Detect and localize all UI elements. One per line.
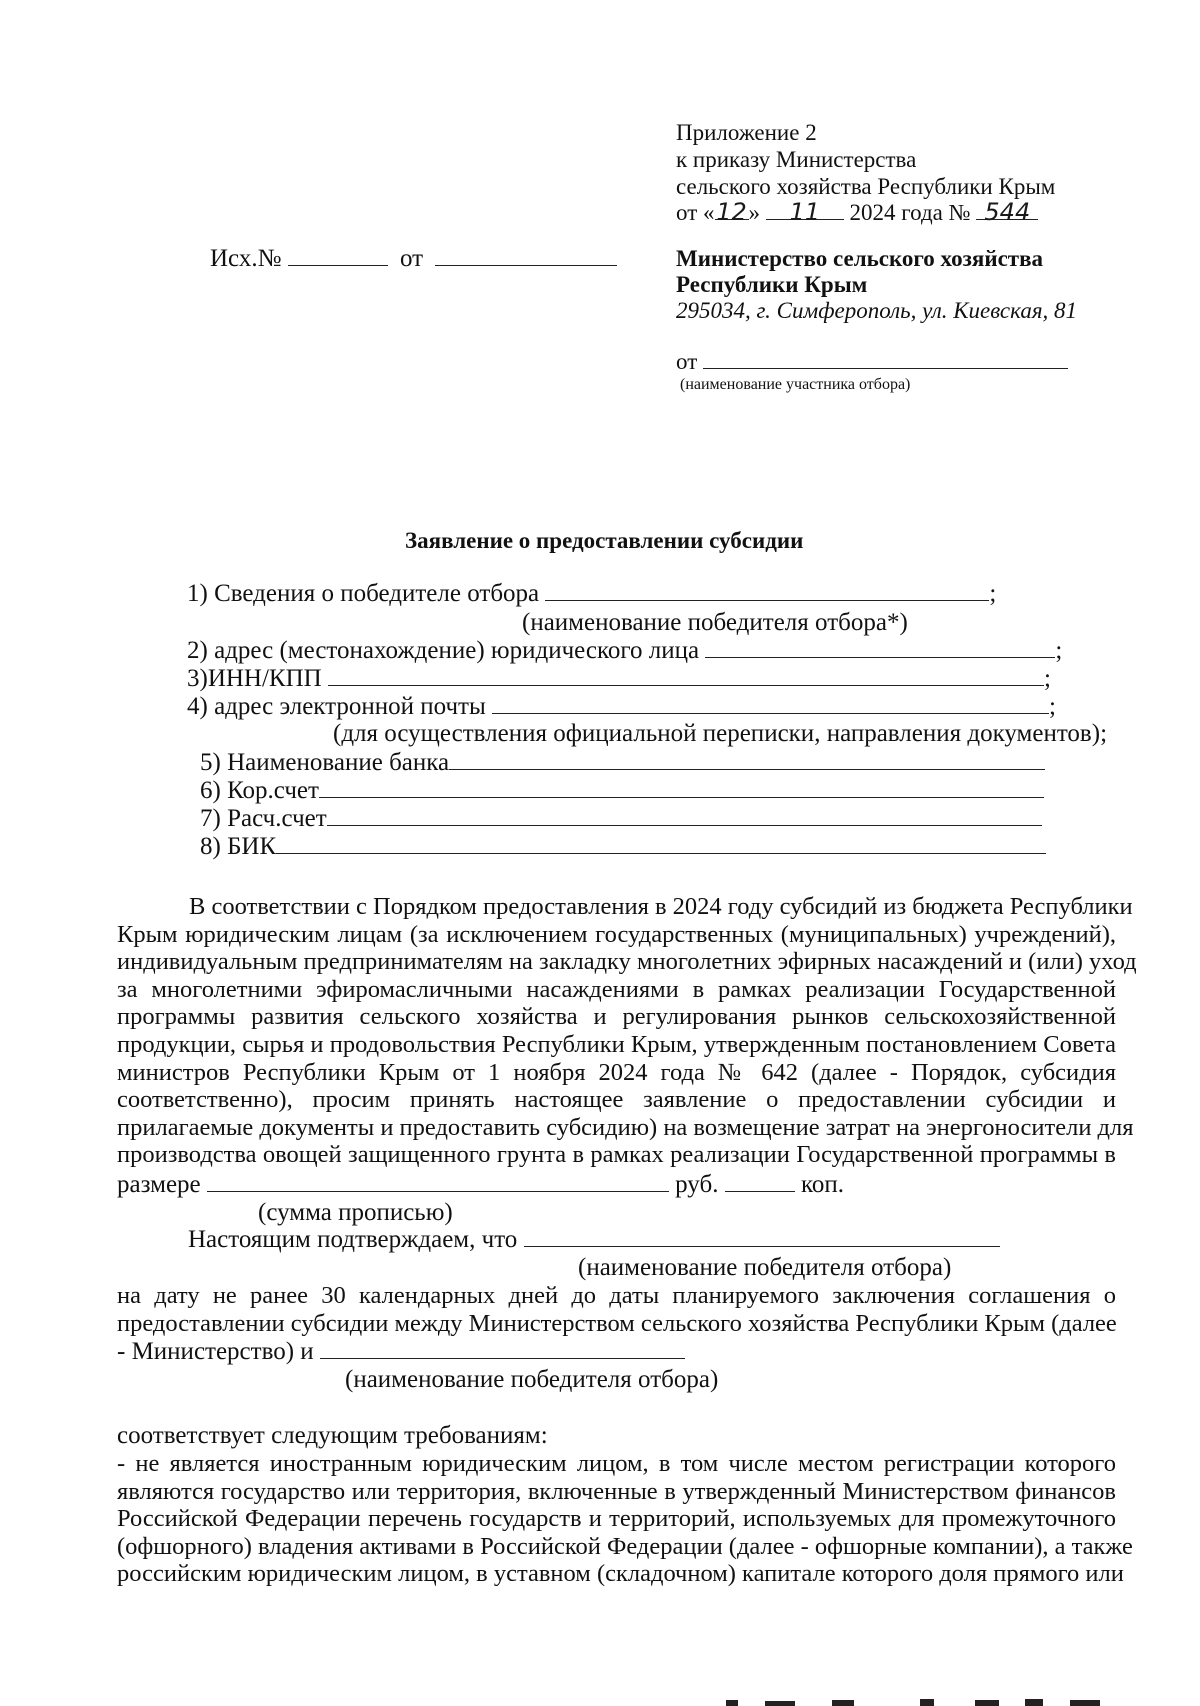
field-email-hint: (для осуществления официальной переписки, направления документов); — [333, 720, 1108, 747]
amount-hint: (сумма прописью) — [258, 1199, 453, 1226]
p3-line: Российской Федерации перечень государств и территорий, используемых для промежуточного — [117, 1505, 1116, 1533]
date-month-field — [766, 198, 844, 226]
scan-artifact — [765, 1701, 795, 1706]
appendix-line-3: сельского хозяйства Республики Крым — [676, 174, 1056, 199]
confirm-hint: (наименование победителя отбора) — [578, 1254, 952, 1281]
p1-line: продукции, сырья и продовольствия Республики Крым, утвержденным постановлением Совета — [117, 1030, 1116, 1058]
field-settlement-account-label: 7) Расч.счет — [200, 805, 327, 832]
field-bik — [200, 833, 1046, 861]
applicant-from-label: от — [676, 349, 698, 374]
field-address-line — [705, 637, 1055, 658]
field-winner-line — [545, 580, 989, 601]
applicant-name-field — [703, 348, 1068, 369]
outgoing-date-field — [435, 245, 617, 266]
requirements-intro: соответствует следующим требованиям: — [117, 1422, 548, 1449]
scan-artifact — [832, 1700, 854, 1706]
scan-artifact — [1025, 1699, 1043, 1706]
outgoing-number — [210, 245, 617, 273]
addressee-address: 295034, г. Симферополь, ул. Киевская, 81 — [676, 298, 1078, 323]
field-settlement-account — [200, 805, 1042, 833]
confirm-line — [188, 1226, 1000, 1254]
field-bik-label: 8) БИК — [200, 833, 277, 860]
field-email-label: 4) адрес электронной почты — [187, 693, 486, 720]
field-inn-line — [328, 665, 1044, 686]
scan-artifact — [726, 1700, 738, 1706]
date-prefix: от « — [676, 200, 715, 225]
field-winner-label: 1) Сведения о победителе отбора — [187, 580, 540, 607]
applicant-name-hint: (наименование участника отбора) — [680, 376, 911, 393]
p2-line: на дату не ранее 30 календарных дней до даты планируемого заключения соглашения о — [117, 1282, 1116, 1309]
paragraph-2 — [117, 1282, 1116, 1337]
appendix-line-1: Приложение 2 — [676, 120, 817, 145]
outgoing-label: Исх.№ — [210, 245, 282, 272]
field-address — [187, 637, 1062, 665]
field-winner — [187, 580, 996, 608]
appendix-line-2: к приказу Министерства — [676, 147, 917, 172]
p3-line: - не является иностранным юридическим лицом, в том числе местом регистрации которого — [117, 1450, 1116, 1477]
p3-line: (офшорного) владения активами в Российской Федерации (далее - офшорные компании), а также — [117, 1532, 1133, 1560]
p3-line: являются государство или территория, включенные в утвержденный Министерством финансов — [117, 1477, 1116, 1505]
semicolon: ; — [989, 580, 997, 607]
date-sep: » — [748, 200, 760, 225]
outgoing-number-field — [288, 245, 388, 266]
p2-last-text: - Министерство) и — [117, 1338, 314, 1365]
p1-line: программы развития сельского хозяйства и регулирования рынков сельскохозяйственной — [117, 1003, 1116, 1031]
p1-line: прилагаемые документы и предоставить субсидию) на возмещение затрат на энергоносители для — [117, 1113, 1134, 1141]
date-month-handwritten: 11 — [789, 198, 821, 226]
p3-line: российским юридическим лицом, в уставном (складочном) капитале которого доля прямого или — [117, 1560, 1124, 1588]
field-inn-label: 3)ИНН/КПП — [187, 665, 322, 692]
field-address-label: 2) адрес (местонахождение) юридического лица — [187, 637, 700, 664]
rub-label: руб. — [675, 1171, 719, 1198]
amount-label: размере — [117, 1171, 201, 1198]
semicolon: ; — [1043, 665, 1051, 692]
order-number-field — [976, 198, 1038, 226]
field-bank-label: 5) Наименование банка — [200, 749, 450, 776]
kop-label: коп. — [800, 1171, 844, 1198]
addressee-line-2: Республики Крым — [676, 272, 868, 297]
date-day-handwritten: 12 — [716, 198, 747, 226]
semicolon: ; — [1055, 637, 1063, 664]
field-bank-line — [449, 749, 1045, 770]
p1-line: производства овощей защищенного грунта в рамках реализации Государственной программы в — [117, 1141, 1116, 1169]
p1-line: министров Республики Крым от 1 ноября 2024 года № 642 (далее - Порядок, субсидия — [117, 1058, 1116, 1086]
scan-artifact — [920, 1699, 934, 1706]
p2-line: предоставлении субсидии между Министерством сельского хозяйства Республики Крым (далее — [117, 1309, 1117, 1337]
semicolon: ; — [1049, 693, 1056, 720]
order-number-handwritten: 544 — [984, 198, 1031, 226]
applicant-from-line — [676, 348, 1068, 375]
date-year-label: 2024 года № — [849, 200, 971, 225]
scan-artifact — [975, 1700, 999, 1706]
field-winner-hint: (наименование победителя отбора*) — [522, 609, 908, 636]
outgoing-from-label: от — [399, 245, 424, 272]
field-bank — [200, 749, 1045, 777]
p1-line: за многолетними эфиромасличными насаждениями в рамках реализации Государственной — [117, 975, 1116, 1003]
field-corr-account — [200, 777, 1044, 805]
field-email-line — [492, 693, 1049, 714]
addressee-line-1: Министерство сельского хозяйства — [676, 246, 1044, 271]
document-title: Заявление о предоставлении субсидии — [405, 528, 804, 553]
paragraph-1 — [117, 893, 1137, 1169]
field-bik-line — [276, 833, 1046, 854]
date-day-field — [715, 198, 749, 226]
p1-line: Крым юридическим лицам (за исключением государственных (муниципальных) учреждений), — [117, 920, 1116, 948]
amount-line — [117, 1171, 844, 1199]
p2-hint: (наименование победителя отбора) — [345, 1366, 719, 1393]
field-email — [187, 693, 1056, 721]
field-inn — [187, 665, 1051, 693]
confirm-name-field — [524, 1226, 1000, 1247]
confirm-label: Настоящим подтверждаем, что — [188, 1226, 518, 1253]
p1-line: индивидуальным предпринимателям на закладку многолетних эфирных насаждений и (или) уход — [117, 948, 1137, 976]
p2-last-line — [117, 1338, 685, 1366]
amount-field — [207, 1171, 669, 1192]
scan-artifact — [1070, 1700, 1100, 1706]
p1-line: соответственно), просим принять настоящее заявление о предоставлении субсидии и — [117, 1086, 1116, 1114]
field-corr-account-line — [319, 777, 1044, 798]
p1-line: В соответствии с Порядком предоставления в 2024 году субсидий из бюджета Республики — [189, 893, 1133, 920]
paragraph-3 — [117, 1450, 1133, 1588]
field-settlement-account-line — [327, 805, 1042, 826]
appendix-date-line — [676, 199, 1038, 226]
kop-field — [725, 1171, 795, 1192]
field-corr-account-label: 6) Кор.счет — [200, 777, 319, 804]
ministry-partner-field — [320, 1338, 685, 1359]
